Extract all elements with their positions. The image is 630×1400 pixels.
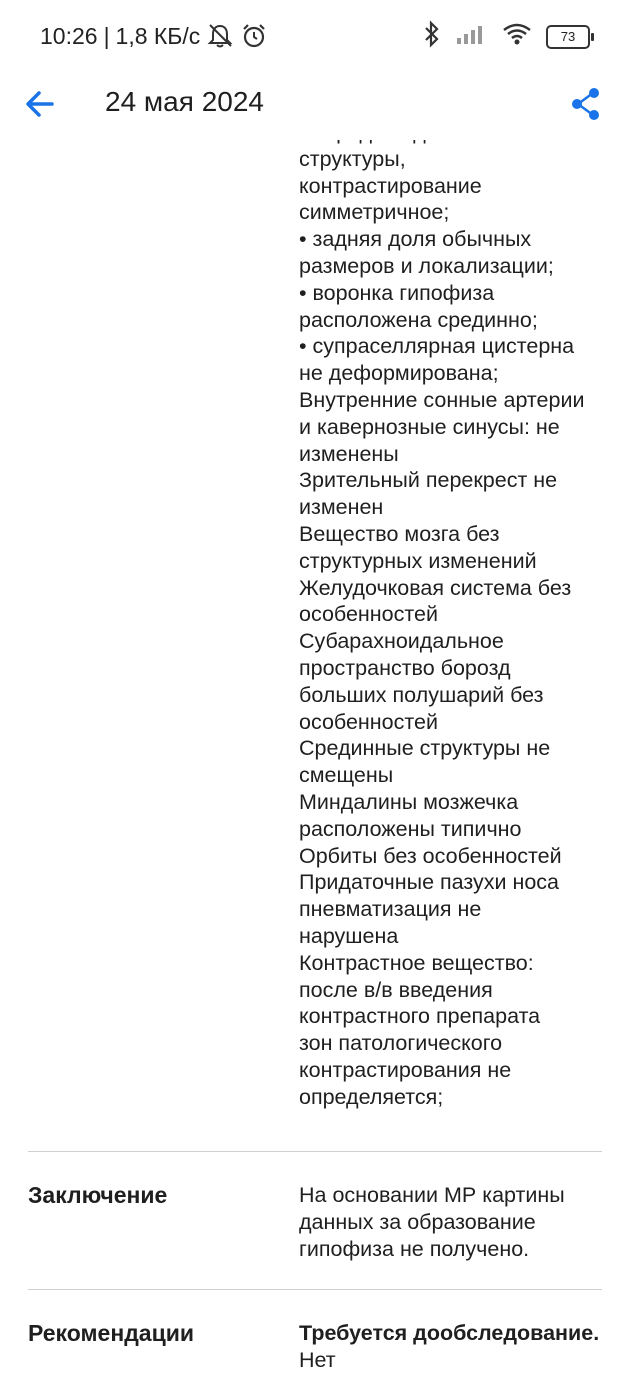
network-speed: 1,8 КБ/с (115, 22, 201, 49)
back-button[interactable] (18, 82, 62, 126)
divider (28, 1151, 602, 1152)
battery-icon: 73 (546, 25, 590, 49)
alarm-icon (240, 22, 268, 50)
description-text: структуры, контрастирование симметричное; • задняя доля обычных размеров и локализации; • воронка гипофиза расположена срединно; • супраселлярная цистерна не деформирована; Внутренние сонные артерии и кавернозные синусы: не изменены Зрительный перекрест не изменен Вещество мозга без структурных изменений Желудочковая система без особенностей Субарахноидальное пространство борозд больших полушарий без особенностей Срединные структуры не смещены Миндалины мозжечка расположены типично Орбиты без особенностей Придаточные пазухи носа пневматизация не нарушена Контрастное вещество: после в/в введения контрастного препарата зон патологического контрастирования не определяется; (299, 146, 585, 1109)
status-left (40, 22, 268, 50)
status-bar (0, 0, 630, 70)
signal-icon (456, 22, 488, 52)
app-bar (0, 70, 630, 140)
recommendations-value (299, 1320, 609, 1374)
recommendations-bold-text: Требуется дообследование. (299, 1321, 600, 1345)
status-right (422, 20, 590, 54)
status-separator: | (103, 22, 110, 49)
share-button[interactable] (566, 82, 606, 126)
share-icon (571, 87, 601, 121)
divider (28, 1289, 602, 1290)
muted-notifications-icon (206, 22, 234, 50)
conclusion-label: Заключение (28, 1182, 168, 1208)
recommendations-text: Нет (299, 1347, 336, 1372)
conclusion-value: На основании МР картины данных за образование гипофиза не получено. (299, 1183, 565, 1261)
report-content[interactable] (0, 140, 630, 1400)
arrow-left-icon (24, 88, 56, 120)
description-value (299, 119, 609, 1110)
page-title: 24 мая 2024 (105, 86, 264, 117)
status-time: 10:26 (40, 22, 98, 49)
wifi-icon (502, 22, 532, 52)
bluetooth-icon (422, 20, 442, 54)
recommendations-label: Рекомендации (28, 1320, 195, 1346)
